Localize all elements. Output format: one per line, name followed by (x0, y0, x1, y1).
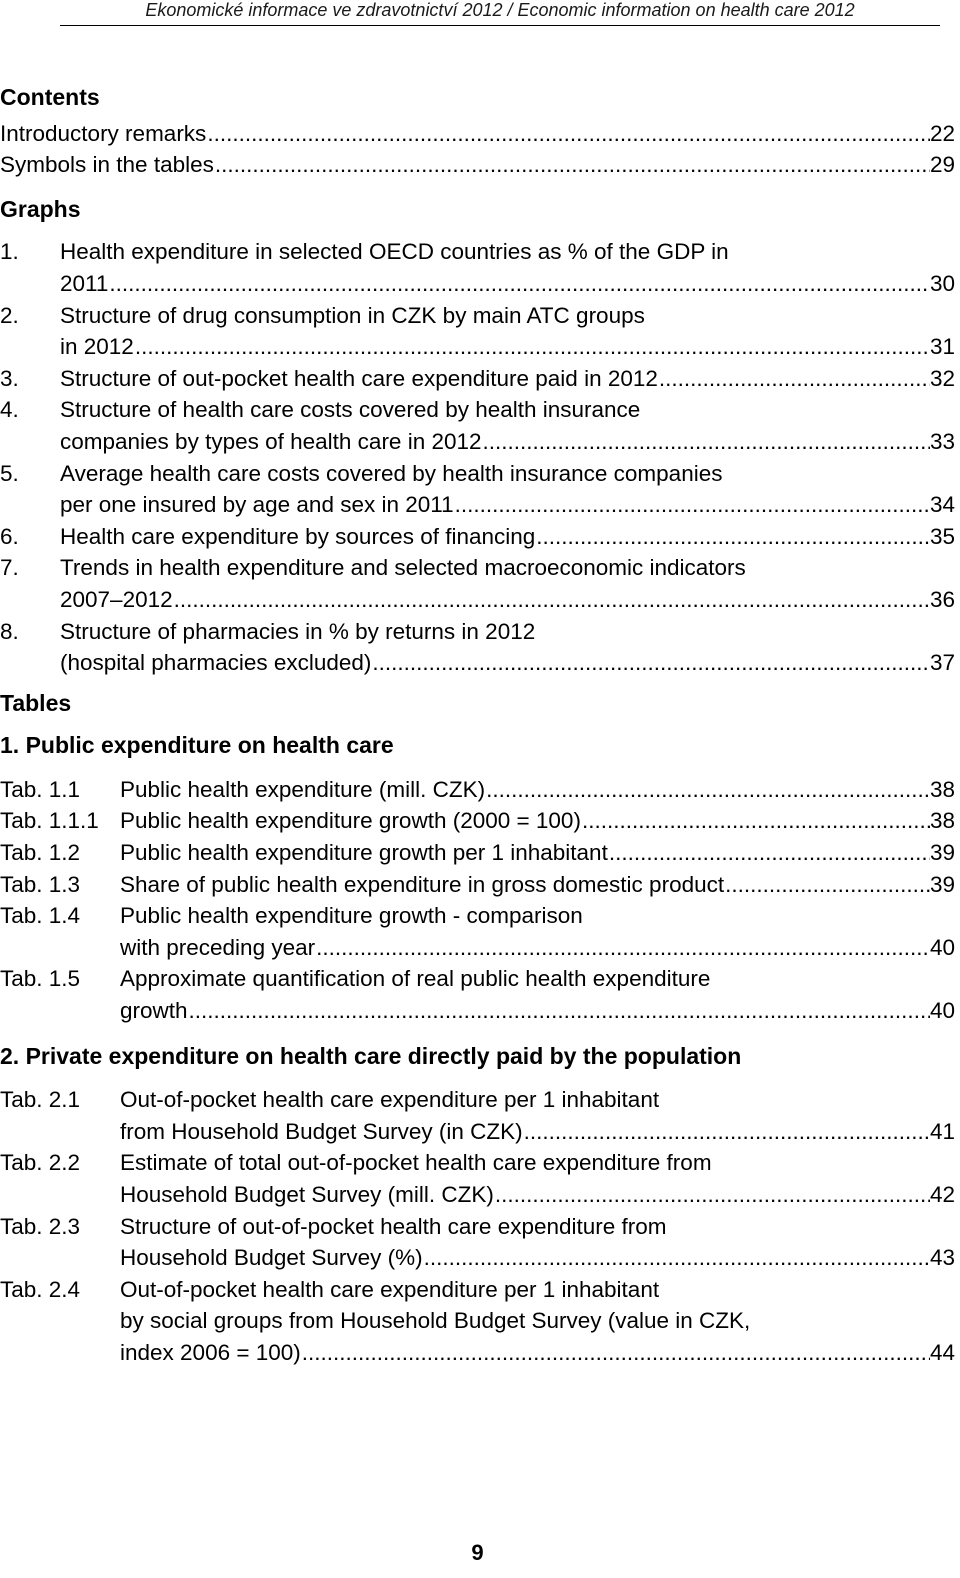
entry-body (120, 900, 955, 963)
toc-entry[interactable] (0, 805, 955, 837)
table-number: Tab. 2.3 (0, 1213, 81, 1239)
entry-body (120, 869, 955, 901)
entry-title: by social groups from Household Budget Survey (value in CZK, (120, 1308, 751, 1334)
entry-page-number: 32 (929, 365, 955, 391)
entry-page-number: 29 (929, 152, 955, 178)
toc-entry[interactable] (0, 774, 955, 806)
table-number: Tab. 1.3 (0, 871, 81, 897)
entry-page-number: 35 (929, 523, 955, 549)
entry-body (60, 521, 955, 553)
entry-page-number: 39 (929, 840, 955, 866)
dot-leader (372, 647, 930, 679)
entry-title: Out-of-pocket health care expenditure per 1 inhabitant (120, 1276, 660, 1302)
dot-leader (725, 869, 930, 901)
entry-page-number: 34 (929, 492, 955, 518)
graph-number: 8. (0, 618, 19, 644)
entry-line (60, 616, 955, 648)
entry-line (120, 1337, 955, 1369)
entry-page-number: 38 (929, 776, 955, 802)
entry-page-number: 41 (929, 1118, 955, 1144)
toc-entry[interactable] (0, 363, 955, 395)
toc-entry[interactable] (0, 1084, 955, 1147)
graph-number: 1. (0, 239, 19, 265)
entry-line (60, 521, 955, 553)
toc-entry[interactable] (0, 394, 955, 457)
entry-page-number: 39 (929, 871, 955, 897)
entry-line (120, 869, 955, 901)
entry-body (120, 774, 955, 806)
entry-line (120, 900, 955, 932)
entry-line (60, 268, 955, 300)
entry-title: per one insured by age and sex in 2011 (60, 492, 454, 518)
toc-entry[interactable] (0, 1147, 955, 1210)
entry-title: companies by types of health care in 2012 (60, 428, 482, 454)
graph-number: 7. (0, 555, 19, 581)
running-header: Ekonomické informace ve zdravotnictví 2012 / Economic information on health care 2012 (60, 0, 940, 26)
entry-line (120, 932, 955, 964)
entry-page-number: 40 (929, 934, 955, 960)
entry-line (60, 552, 955, 584)
toc-entry[interactable] (0, 900, 955, 963)
entry-page-number: 33 (929, 428, 955, 454)
table-number: Tab. 2.1 (0, 1087, 81, 1113)
entry-title: Health expenditure in selected OECD countries as % of the GDP in (60, 239, 729, 265)
entry-title: Structure of out-pocket health care expenditure paid in 2012 (60, 365, 658, 391)
entry-title: from Household Budget Survey (in CZK) (120, 1118, 523, 1144)
entry-line (60, 394, 955, 426)
entry-line (120, 1084, 955, 1116)
entry-line (120, 1116, 955, 1148)
toc-entry[interactable] (0, 118, 955, 150)
entry-line (60, 300, 955, 332)
entry-title: Health care expenditure by sources of financing (60, 523, 536, 549)
entry-title: Structure of out-of-pocket health care expenditure from (120, 1213, 667, 1239)
toc-entry[interactable] (0, 616, 955, 679)
entry-body (60, 300, 955, 363)
entry-body (60, 363, 955, 395)
entry-line (120, 995, 955, 1027)
toc-entry[interactable] (0, 149, 955, 181)
entry-line (60, 426, 955, 458)
table-number: Tab. 1.1.1 (0, 808, 99, 834)
entry-line (60, 236, 955, 268)
section-2-list (0, 1084, 955, 1368)
entry-title: Approximate quantification of real public health expenditure (120, 966, 711, 992)
entry-title: Out-of-pocket health care expenditure per 1 inhabitant (120, 1087, 660, 1113)
dot-leader (424, 1242, 930, 1274)
graphs-list (0, 236, 955, 678)
entry-body (120, 963, 955, 1026)
toc-entry[interactable] (0, 837, 955, 869)
entry-line (60, 363, 955, 395)
dot-leader (659, 363, 930, 395)
dot-leader (316, 932, 930, 964)
entry-line (60, 584, 955, 616)
entry-title: Estimate of total out-of-pocket health care expenditure from (120, 1150, 712, 1176)
dot-leader (483, 426, 930, 458)
entry-body (60, 394, 955, 457)
entry-title: 2011 (60, 270, 109, 296)
dot-leader (524, 1116, 930, 1148)
entry-title: Average health care costs covered by health insurance companies (60, 460, 723, 486)
entry-title: (hospital pharmacies excluded) (60, 650, 372, 676)
entry-title: Structure of health care costs covered by health insurance (60, 397, 641, 423)
entry-title: Trends in health expenditure and selected macroeconomic indicators (60, 555, 746, 581)
section-1-title: 1. Public expenditure on health care (0, 732, 394, 759)
dot-leader (609, 837, 930, 869)
entry-body (60, 458, 955, 521)
entry-line (120, 1274, 955, 1306)
entry-page-number: 30 (929, 270, 955, 296)
dot-leader (486, 774, 930, 806)
toc-entry[interactable] (0, 236, 955, 299)
tables-title: Tables (0, 689, 72, 716)
entry-line (120, 774, 955, 806)
dot-leader (455, 489, 930, 521)
intro-list (0, 118, 955, 181)
entry-line (120, 1179, 955, 1211)
entry-title: Introductory remarks (0, 120, 207, 146)
entry-line (120, 805, 955, 837)
table-number: Tab. 1.2 (0, 840, 81, 866)
entry-line (60, 331, 955, 363)
dot-leader (536, 521, 930, 553)
entry-body (60, 616, 955, 679)
entry-line (60, 647, 955, 679)
graphs-title: Graphs (0, 195, 81, 222)
table-of-contents (0, 82, 955, 1369)
entry-title: growth (120, 998, 188, 1024)
page-number: 9 (471, 1540, 484, 1565)
dot-leader (495, 1179, 930, 1211)
entry-page-number: 42 (929, 1182, 955, 1207)
section-2-title: 2. Private expenditure on health care directly paid by the population (0, 1042, 742, 1069)
entry-title: Structure of pharmacies in % by returns in 2012 (60, 618, 536, 644)
toc-entry[interactable] (0, 552, 955, 615)
graph-number: 2. (0, 302, 19, 328)
entry-title: Public health expenditure growth (2000 = 100) (120, 808, 581, 834)
entry-body (120, 805, 955, 837)
toc-entry[interactable] (0, 1274, 955, 1369)
entry-line (60, 489, 955, 521)
entry-body (120, 1211, 955, 1274)
table-number: Tab. 2.4 (0, 1276, 81, 1302)
entry-page-number: 22 (929, 120, 955, 146)
entry-body (120, 837, 955, 869)
entry-line (120, 1242, 955, 1274)
section-1-list (0, 774, 955, 1027)
entry-page-number: 36 (929, 586, 955, 612)
toc-entry[interactable] (0, 521, 955, 553)
entry-body (120, 1084, 955, 1147)
entry-title: Share of public health expenditure in gross domestic product (120, 871, 725, 897)
dot-leader (109, 268, 930, 300)
entry-page-number: 43 (929, 1245, 955, 1271)
entry-line (60, 458, 955, 490)
dot-leader (215, 149, 930, 181)
table-number: Tab. 2.2 (0, 1150, 81, 1176)
toc-entry[interactable] (0, 963, 955, 1026)
toc-entry[interactable] (0, 300, 955, 363)
entry-title: in 2012 (60, 334, 134, 360)
entry-body (60, 552, 955, 615)
entry-page-number: 40 (929, 998, 955, 1024)
entry-body (120, 1147, 955, 1210)
dot-leader (174, 584, 930, 616)
graph-number: 4. (0, 397, 19, 423)
dot-leader (582, 805, 930, 837)
entry-title: Household Budget Survey (%) (120, 1245, 423, 1271)
entry-title: Structure of drug consumption in CZK by main ATC groups (60, 302, 645, 328)
entry-line (120, 1147, 955, 1179)
entry-title: Public health expenditure (mill. CZK) (120, 776, 486, 802)
dot-leader (302, 1337, 930, 1369)
toc-entry[interactable] (0, 869, 955, 901)
entry-page-number: 38 (929, 808, 955, 834)
toc-entry[interactable] (0, 458, 955, 521)
dot-leader (189, 995, 930, 1027)
entry-line (120, 963, 955, 995)
entry-title: with preceding year (120, 934, 316, 960)
entry-page-number: 44 (929, 1339, 955, 1365)
entry-title: Symbols in the tables (0, 152, 214, 178)
dot-leader (135, 331, 930, 363)
entry-line (120, 837, 955, 869)
graph-number: 3. (0, 365, 19, 391)
graph-number: 6. (0, 523, 19, 549)
entry-page-number: 31 (929, 334, 955, 360)
toc-entry[interactable] (0, 1211, 955, 1274)
graph-number: 5. (0, 460, 19, 486)
entry-title: Household Budget Survey (mill. CZK) (120, 1182, 494, 1207)
entry-line (120, 1305, 955, 1337)
entry-title: 2007–2012 (60, 586, 173, 612)
contents-title: Contents (0, 84, 100, 110)
entry-line (120, 1211, 955, 1243)
entry-title: Public health expenditure growth - comparison (120, 903, 583, 929)
table-number: Tab. 1.4 (0, 903, 81, 929)
table-number: Tab. 1.1 (0, 776, 81, 802)
table-number: Tab. 1.5 (0, 966, 81, 992)
entry-body (120, 1274, 955, 1369)
dot-leader (207, 118, 930, 150)
entry-title: Public health expenditure growth per 1 inhabitant (120, 840, 608, 866)
entry-page-number: 37 (929, 650, 955, 676)
entry-body (60, 236, 955, 299)
entry-title: index 2006 = 100) (120, 1339, 301, 1365)
